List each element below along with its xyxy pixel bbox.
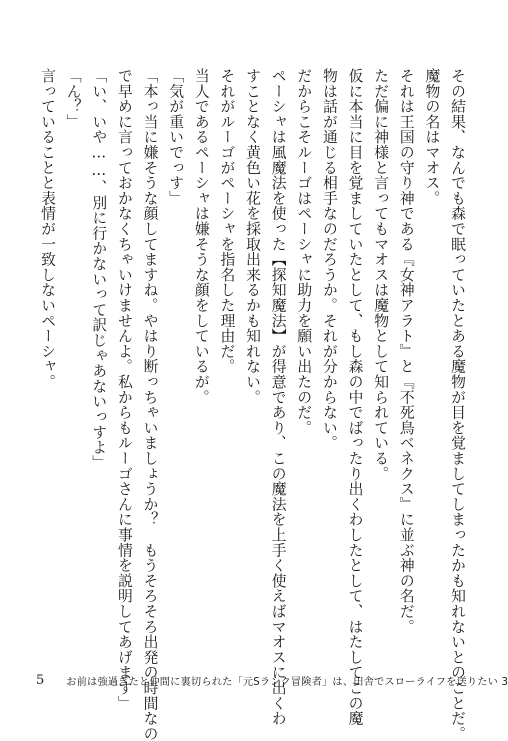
running-title: お前は強過ぎたと仲間に裏切られた「元Sランク冒険者」は、田舎でスローライフを送りたい 3 (66, 676, 508, 688)
text-line-12: 「気が重いでっす」 (167, 68, 185, 206)
text-line-11: 当人であるペーシャは嫌そうな顔をしているが。 (192, 68, 210, 405)
text-line-6: 物は話が通じる相手なのだろうか。それが分からない。 (320, 68, 338, 451)
text-line-8: ペーシャは風魔法を使った【探知魔法】が得意であり、この魔法を上手く使えばマオスに出くわ (269, 68, 287, 726)
text-line-5: 仮に本当に目を覚ましていたとして、もし森の中でばったり出くわしたとして、はたしてこの魔 (346, 68, 364, 726)
text-line-9: すことなく黄色い花を採取出来るかも知れない。 (244, 68, 261, 405)
text-line-10: それがルーゴがペーシャを指名した理由だ。 (218, 68, 236, 374)
page-number: 5 (36, 672, 45, 688)
page-footer (36, 672, 508, 688)
text-line-1: その結果、なんでも森で眠っていたとある魔物が目を覚ましてしまったかも知れないとのことだ。 (449, 68, 466, 741)
text-line-17: 言っていることと表情が一致しないペーシャ。 (39, 68, 56, 390)
text-line-2: 魔物の名はマオス。 (423, 68, 441, 206)
text-line-15: 「い、いや……、別に行かないって訳じゃあないっすよ」 (90, 68, 108, 471)
text-line-4: ただ偏に神様と言ってもマオスは魔物として知られている。 (372, 68, 390, 482)
text-line-13: 「本っ当に嫌そうな顔してますね。やはり断っちゃいましょうか？ もうそろそろ出発の時間なの (141, 68, 159, 741)
text-line-14: で早めに言っておかなくちゃいけませんよ。私からもルーゴさんに事情を説明してあげます」 (115, 68, 133, 711)
text-line-3: それは王国の守り神である『女神アラト』と『不死鳥ベネクス』に並ぶ神の名だ。 (397, 68, 415, 635)
text-line-7: だからこそルーゴはペーシャに助力を願い出たのだ。 (295, 68, 313, 436)
text-line-16: 「ん？」 (64, 68, 82, 130)
